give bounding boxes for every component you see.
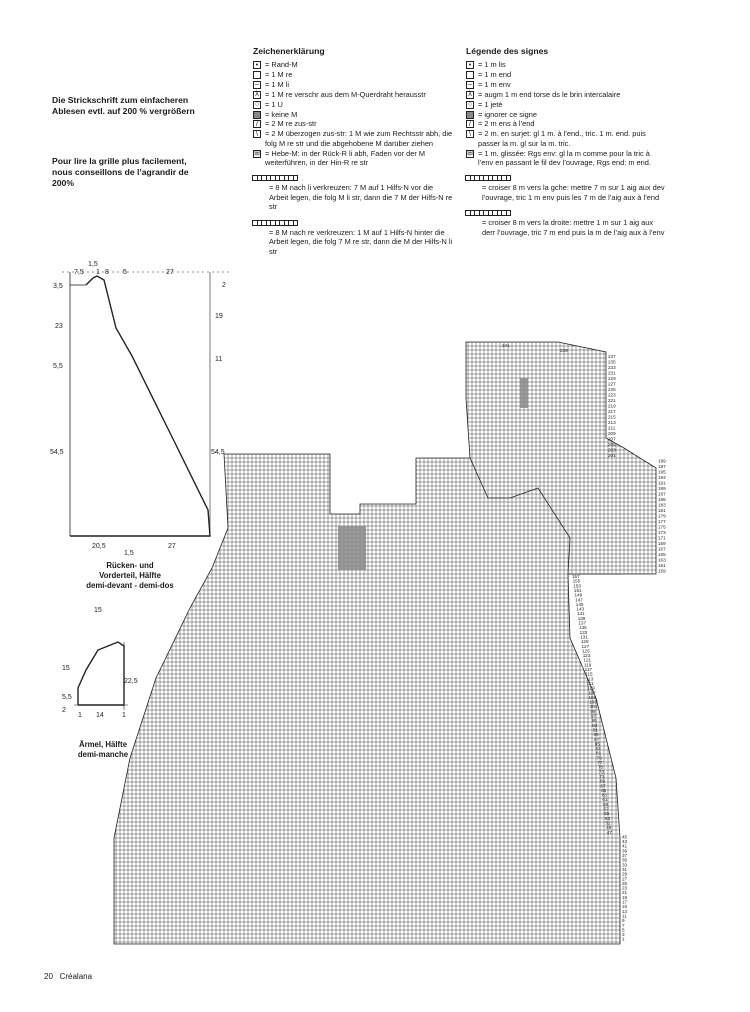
sleeve-caption-line: demi-manche [77,750,129,759]
knitting-chart [100,338,668,954]
body-left-label: 54,5 [50,449,64,456]
chart-row-number: 111 [586,680,594,686]
sleeve-left-label: 2 [62,707,66,714]
legend-item [253,60,453,69]
chart-row-number: 147 [575,597,583,603]
legend-item [253,149,453,168]
chart-row-number: 221 [608,398,616,403]
legend-item-text: = ignorer ce signe [478,109,537,119]
chart-row-number: 27 [622,876,628,882]
chart-row-number: 81 [596,750,602,756]
chart-row-number: 107 [587,690,596,696]
chart-row-number: 31 [622,866,628,872]
sleeve-caption-line: Ärmel, Hälfte [78,740,128,749]
chart-row-number: 191 [658,480,666,486]
body-caption-line: Vorderteil, Hälfte [99,571,161,580]
chart-row-number: 229 [608,376,616,381]
legend-item-text: = Hebe-M: in der Rück-R li abh, Faden vor der M weiterführen, in der Hin-R re str [265,148,425,168]
chart-row-number: 159 [658,568,666,574]
chart-row-number: 59 [603,801,609,807]
legend-item [253,90,453,99]
sleeve-bottom-label: 1 [122,712,126,719]
body-left-label: 3,5 [53,283,63,290]
chart-row-number: 189 [658,486,666,491]
chart-row-number: 49 [606,825,612,831]
slip-stitch-icon: ⊞ [467,150,473,158]
body-top-label: 1 [96,269,100,276]
chart-row-number: 89 [593,732,599,738]
increase-twist-icon: λ [466,91,474,99]
chart-row-number: 43 [622,839,628,845]
chart-row-number: 25 [622,880,628,886]
chart-row-number: 211 [608,425,616,431]
chart-row-number: 41 [622,843,628,849]
body-right-label: 11 [215,356,223,363]
chart-row-number: 97 [590,713,597,719]
legend-item [466,60,666,69]
legend-item [253,100,453,109]
selvedge-dot-icon: • [253,61,261,69]
legend-item [466,100,666,109]
chart-row-number: 55 [604,811,610,817]
chart-row-number: 77 [597,760,603,765]
page-footer [44,972,92,981]
chart-row-number: 223 [608,392,616,398]
legend-item [253,110,453,119]
legend-item-text: = 2 m. en surjet: gl 1 m. à l’end., tric. 1 m. end. puis passer la m. gl sur la m. tric. [478,129,646,148]
body-top-label: 8 [105,269,109,276]
body-right-label: 19 [215,313,223,320]
sleeve-right-label: 22,5 [124,678,138,685]
legend-item [466,119,666,128]
chart-row-number: 37 [622,853,628,858]
chart-row-number: 87 [594,736,600,742]
chart-grid [112,342,656,944]
chart-row-number: 123 [582,653,591,659]
chart-row-number: 91 [592,727,599,733]
legend-fr [466,46,666,237]
no-stitch-grey-icon [466,111,474,119]
cable-right-symbol-icon [253,220,298,226]
legend-item [253,80,453,89]
chart-row-number: 215 [608,414,616,420]
chart-row-number: 145 [575,601,584,607]
chart-row-number: 237 [608,354,616,359]
chart-row-number: 209 [608,431,616,436]
legend-item-text: = augm 1 m end torse ds le brin intercalaire [478,89,621,99]
body-top-label: 7,5 [74,269,84,276]
chart-row-number: 67 [600,783,606,789]
chart-row-number: 85 [594,741,600,747]
body-top-label: 5 [123,269,127,276]
no-stitch-grey-icon [253,111,261,119]
legend-item [466,70,666,79]
chart-row-number: 177 [658,519,666,524]
chart-row-number: 179 [658,513,666,519]
chart-row-number: 99 [590,708,596,714]
chart-row-number: 195 [658,469,666,475]
body-bottom-label: 27 [168,543,176,550]
chart-row-number: 233 [608,365,616,370]
legend-item-text: = Rand-M [265,60,298,69]
chart-row-number: 45 [622,834,628,840]
legend-item [253,129,453,148]
body-bottom-label: 20,5 [92,543,106,550]
ssk-backslash-icon: \ [466,130,474,138]
chart-row-number: 157 [572,574,580,579]
chart-row-number: 205 [608,442,616,447]
body-top-label: 1,5 [88,261,98,268]
body-left-label: 5,5 [53,363,63,370]
cable-right-symbol-icon [466,210,511,216]
legend-item [466,110,666,119]
cable-left-de [253,175,453,211]
legend-fr-list [466,60,666,167]
chart-row-number: 73 [598,769,604,775]
chart-row-number: 75 [597,764,604,770]
cable-patch [520,378,528,408]
legend-fr-title: Légende des signes [466,46,549,56]
brand-name: Créalana [59,972,93,981]
legend-item-text: = 1 M li [265,79,290,89]
chart-row-number: 231 [608,370,616,376]
chart-row-number: 181 [658,508,666,513]
chart-row-number: 163 [658,557,666,563]
k2tog-slash-icon: / [466,120,474,128]
body-left-label: 23 [55,323,63,330]
chart-row-number: 167 [658,546,666,552]
chart-row-number: 35 [622,857,628,863]
ssk-backslash-icon: \ [253,130,261,138]
chart-row-number: 143 [576,606,585,612]
chart-row-number: 65 [601,787,607,793]
sleeve-bottom-label: 1 [78,712,82,719]
chart-row-number: 117 [584,667,592,672]
legend-item [466,90,666,99]
chart-row-number: 127 [581,643,590,649]
chart-row-number: 135 [578,625,587,631]
chart-row-number: 47 [606,829,612,835]
legend-item-text: = 1 m lis [478,60,506,69]
chart-row-number: 13 [622,908,628,914]
chart-row-number: 51 [605,820,611,826]
chart-row-number: 1 [622,936,625,942]
cable-left-symbol-icon [253,175,298,181]
chart-row-number: 109 [587,685,595,691]
body-top-label: 27 [166,269,174,276]
chart-row-number: 199 [658,458,666,464]
cable-patch [338,526,366,570]
chart-row-number: 227 [608,381,616,387]
legend-de-list [253,60,453,167]
chart-row-number: 137 [578,620,587,626]
chart-row-number: 29 [622,871,628,877]
body-bottom-label: 1,5 [124,550,134,557]
chart-row-number: 21 [622,890,628,896]
chart-row-number: 7 [622,922,625,928]
legend-item [466,80,666,89]
legend-item [466,129,666,148]
page-number: 20 [44,972,53,981]
legend-item-text: = 1 m. glissée: Rgs env: gl la m comme pour la tric à l’env en passant le fil dev l’ouvrage, Rgs end: m end. [478,148,651,168]
chart-row-number: 175 [658,524,666,530]
chart-row-number: 185 [658,497,666,502]
chart-row-number: 113 [585,676,594,682]
chart-row-number: 131 [580,634,588,640]
sleeve-left-label: 5,5 [62,694,72,701]
chart-row-number: 141 [577,611,585,617]
enlarge-note-de: Die Strickschrift zum einfacheren Ablesen evtl. auf 200 % vergrößern [52,95,195,116]
chart-row-number: 217 [608,409,616,414]
legend-item-text: = 2 M überzogen zus-str: 1 M wie zum Rechtsstr abh, die folg M re str und die abgehobene M darüber ziehen [265,129,453,148]
cable-left-fr [466,175,666,202]
legend-item-text: = 1 jeté [478,99,503,109]
chart-row-number: 61 [602,797,608,803]
chart-top-mark: 241 [502,343,510,348]
chart-row-number: 187 [658,491,666,497]
chart-row-number: 129 [580,639,589,645]
chart-row-number: 213 [608,420,616,425]
chart-row-number: 101 [589,704,598,710]
chart-row-number: 203 [608,447,616,453]
legend-item-text: = 1 M re [265,69,293,79]
chart-row-number: 169 [658,541,666,546]
enlarge-note-fr: Pour lire la grille plus facilement, nous conseillons de l’agrandir de 200% [52,156,189,188]
chart-row-number: 53 [604,815,611,821]
chart-top-mark: 239 [560,348,568,353]
slip-stitch-icon: ⊞ [254,150,260,158]
chart-row-number: 95 [591,718,597,724]
chart-row-number: 133 [579,629,588,635]
chart-row-number: 9 [622,918,625,924]
body-right-label: 2 [222,282,226,289]
empty-square-icon [253,71,261,79]
chart-row-number: 39 [622,848,628,854]
legend-item [253,70,453,79]
chart-row-number: 5 [622,927,625,933]
dash-square-icon: – [253,81,261,89]
chart-row-number: 161 [658,563,666,568]
chart-row-number: 165 [658,552,666,557]
legend-item-text: = 2 M re zus-str [265,119,317,129]
cable-right-fr-text: = croiser 8 m vers la droite: mettre 1 m sur 1 aig aux derr l’ouvrage, tric 7 m end puis la m de l’aig aux à l’env [482,218,665,237]
legend-item-text: = 1 m end [478,69,512,79]
increase-twist-icon: λ [253,91,261,99]
cable-right-de-text: = 8 M nach re verkreuzen: 1 M auf 1 Hilfs-N hinter die Arbeit legen, die folg 7 M re str, dann die M der Hilfs-N li str [269,227,453,256]
chart-row-number: 83 [595,746,601,752]
chart-row-number: 193 [658,475,666,480]
chart-row-number: 119 [584,662,592,668]
chart-row-number: 197 [658,464,666,469]
chart-row-number: 69 [599,778,605,784]
chart-row-number: 71 [599,773,605,779]
body-caption-line: demi-devant - demi-dos [86,581,174,590]
empty-square-icon [466,71,474,79]
cable-left-de-text: = 8 M nach li verkreuzen: 7 M auf 1 Hilfs-N vor die Arbeit legen, die folg M li str, dann die 7 M der Hilfs-N re str [269,183,453,212]
chart-row-number: 23 [622,885,628,891]
chart-row-number: 115 [585,671,593,677]
chart-row-number: 121 [583,657,592,663]
legend-item-text: = 1 m env [478,79,511,89]
legend-de-title: Zeichenerklärung [253,46,325,56]
chart-row-number: 125 [582,648,590,654]
chart-row-number: 17 [622,899,628,905]
chart-row-number: 201 [608,453,616,458]
chart-row-number: 139 [577,615,586,621]
chart-row-number: 3 [622,932,625,938]
k2tog-slash-icon: / [253,120,261,128]
chart-row-number: 63 [601,792,607,798]
cable-right-fr [466,210,666,237]
chart-row-number: 151 [573,587,582,593]
chart-row-number: 219 [608,403,616,409]
body-caption-line: Rücken- und [106,561,154,570]
chart-row-number: 105 [588,694,597,700]
chart-row-number: 103 [589,699,597,705]
chart-row-number: 149 [574,592,583,598]
chart-row-number: 11 [622,913,627,919]
chart-row-number: 155 [572,578,581,584]
cable-left-fr-text: = croiser 8 m vers la gche: mettre 7 m sur 1 aig aux dev l’ouvrage, tric 1 m env puis les 7 m de l’aig aux à l’end [482,183,665,202]
yarn-over-circle-icon: ○ [254,101,260,109]
yarn-over-circle-icon: ○ [467,101,473,109]
chart-row-number: 173 [658,530,666,535]
sleeve-top-label: 15 [94,607,102,614]
chart-row-number: 93 [592,722,598,728]
legend-item-text: = 2 m ens à l’end [478,119,535,129]
chart-row-number: 79 [596,755,602,761]
chart-row-number: 15 [622,904,628,910]
legend-item-text: = 1 M re verschr aus dem M-Querdraht herausstr [265,89,426,99]
dash-square-icon: – [466,81,474,89]
chart-row-number: 207 [608,436,616,442]
legend-item-text: = 1 U [265,99,283,109]
sleeve-bottom-label: 14 [96,712,104,719]
chart-row-number: 33 [622,862,628,868]
chart-row-number: 235 [608,359,616,365]
chart-row-number: 183 [658,502,666,508]
cable-right-de [253,220,453,256]
chart-row-number: 19 [622,894,628,900]
cable-left-symbol-icon [466,175,511,181]
body-right-label: 54,5 [211,449,225,456]
legend-de [253,46,453,256]
legend-item [466,149,666,168]
chart-row-number: 57 [603,806,609,812]
legend-item-text: = keine M [265,109,298,119]
selvedge-dot-icon: • [466,61,474,69]
chart-row-number: 153 [573,583,581,589]
chart-row-number: 171 [658,535,666,541]
legend-item [253,119,453,128]
chart-row-number: 225 [608,387,616,392]
sleeve-left-label: 15 [62,665,70,672]
